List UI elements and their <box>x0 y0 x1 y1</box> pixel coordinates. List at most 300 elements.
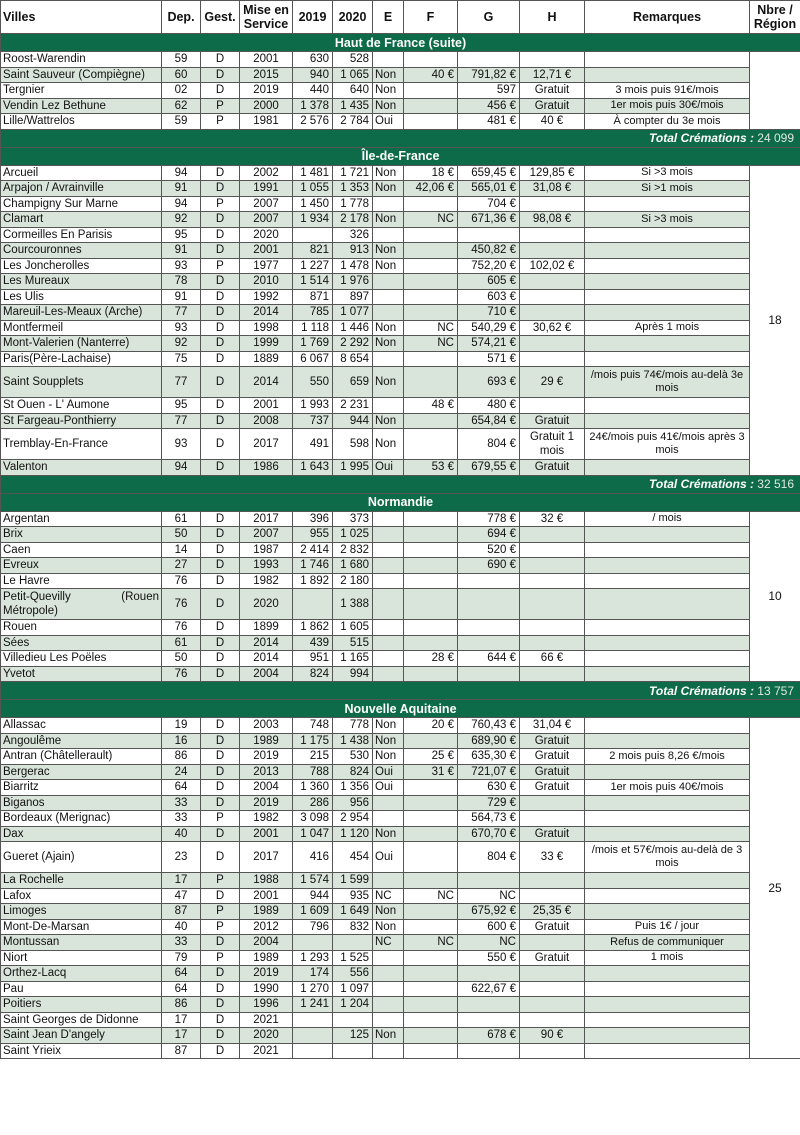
table-cell: 690 € <box>458 558 520 574</box>
table-cell: Gratuit <box>520 780 585 796</box>
table-cell: 710 € <box>458 305 520 321</box>
table-cell <box>520 811 585 827</box>
table-cell: D <box>201 558 240 574</box>
table-cell: D <box>201 460 240 476</box>
table-cell: 75 <box>162 351 201 367</box>
table-cell: /mois et 57€/mois au-delà de 3 mois <box>585 842 750 873</box>
table-row <box>1 888 800 904</box>
table-cell: Oui <box>373 842 404 873</box>
region-total <box>1 682 800 700</box>
table-cell: 1889 <box>240 351 293 367</box>
table-cell <box>293 589 333 620</box>
table-cell: Gratuit <box>520 950 585 966</box>
table-cell: Limoges <box>1 904 162 920</box>
table-cell <box>520 542 585 558</box>
table-cell: Gratuit <box>520 413 585 429</box>
table-cell: Non <box>373 165 404 181</box>
table-row <box>1 258 800 274</box>
table-cell: Si >1 mois <box>585 181 750 197</box>
table-cell: Lille/Wattrelos <box>1 114 162 130</box>
table-row <box>1 1012 800 1028</box>
table-cell: D <box>201 718 240 734</box>
table-cell <box>404 635 458 651</box>
table-cell: Orthez-Lacq <box>1 966 162 982</box>
table-cell: Saint Yrieix <box>1 1043 162 1059</box>
table-cell: 2 292 <box>333 336 373 352</box>
table-cell: Valenton <box>1 460 162 476</box>
table-cell: 2017 <box>240 842 293 873</box>
table-cell <box>585 274 750 290</box>
table-cell: 64 <box>162 780 201 796</box>
table-cell: 78 <box>162 274 201 290</box>
table-row <box>1 718 800 734</box>
table-cell <box>404 573 458 589</box>
table-cell <box>520 935 585 951</box>
table-row <box>1 558 800 574</box>
table-cell <box>585 573 750 589</box>
table-cell: 671,36 € <box>458 212 520 228</box>
table-cell: D <box>201 749 240 765</box>
total-value: 32 516 <box>757 477 794 491</box>
table-cell: 8 654 <box>333 351 373 367</box>
table-cell: 1 388 <box>333 589 373 620</box>
table-cell: 528 <box>333 52 373 68</box>
table-cell <box>585 795 750 811</box>
table-cell: Non <box>373 733 404 749</box>
table-cell: 64 <box>162 966 201 982</box>
table-cell: Non <box>373 429 404 460</box>
table-cell: 1 065 <box>333 67 373 83</box>
table-cell: 1 446 <box>333 320 373 336</box>
table-cell: D <box>201 212 240 228</box>
table-cell: 2 784 <box>333 114 373 130</box>
table-cell: 737 <box>293 413 333 429</box>
table-cell: 2020 <box>240 1028 293 1044</box>
table-cell: 31,04 € <box>520 718 585 734</box>
table-cell: Refus de communiquer <box>585 935 750 951</box>
table-cell: D <box>201 935 240 951</box>
table-cell: 29 € <box>520 367 585 398</box>
table-row <box>1 511 800 527</box>
table-row <box>1 904 800 920</box>
table-cell: 27 <box>162 558 201 574</box>
table-cell <box>585 398 750 414</box>
table-cell: Les Mureaux <box>1 274 162 290</box>
table-cell: 33 <box>162 795 201 811</box>
table-cell: D <box>201 527 240 543</box>
table-cell: 1987 <box>240 542 293 558</box>
table-cell: Dax <box>1 826 162 842</box>
table-row <box>1 398 800 414</box>
col-nbre-region: Nbre / Région <box>750 1 800 34</box>
table-cell: 603 € <box>458 289 520 305</box>
table-row <box>1 935 800 951</box>
table-cell: 93 <box>162 320 201 336</box>
table-row <box>1 842 800 873</box>
table-cell <box>404 950 458 966</box>
table-cell <box>404 367 458 398</box>
table-row <box>1 589 800 620</box>
region-count: 18 <box>750 165 800 475</box>
table-cell <box>585 826 750 842</box>
table-cell: Saint Soupplets <box>1 367 162 398</box>
table-cell: D <box>201 52 240 68</box>
table-cell <box>520 52 585 68</box>
table-cell: 48 € <box>404 398 458 414</box>
total-cell <box>1 475 800 493</box>
table-cell: 47 <box>162 888 201 904</box>
table-cell <box>520 243 585 259</box>
table-cell: Paris(Père-Lachaise) <box>1 351 162 367</box>
table-cell <box>458 1012 520 1028</box>
table-cell: 440 <box>293 83 333 99</box>
table-cell: 2 832 <box>333 542 373 558</box>
table-cell: 396 <box>293 511 333 527</box>
table-cell <box>585 966 750 982</box>
table-cell: Vendin Lez Bethune <box>1 98 162 114</box>
table-cell: 77 <box>162 305 201 321</box>
table-cell: 93 <box>162 258 201 274</box>
table-cell <box>404 558 458 574</box>
table-cell <box>404 83 458 99</box>
table-cell: 678 € <box>458 1028 520 1044</box>
table-cell: D <box>201 589 240 620</box>
table-cell: Saint Georges de Didonne <box>1 1012 162 1028</box>
table-cell <box>585 811 750 827</box>
table-cell: 1er mois puis 40€/mois <box>585 780 750 796</box>
table-cell <box>373 651 404 667</box>
table-cell <box>585 635 750 651</box>
table-row <box>1 826 800 842</box>
table-cell: D <box>201 888 240 904</box>
table-cell: 515 <box>333 635 373 651</box>
table-cell: 59 <box>162 114 201 130</box>
table-cell: D <box>201 733 240 749</box>
table-row <box>1 460 800 476</box>
table-cell: 2017 <box>240 429 293 460</box>
table-cell: 14 <box>162 542 201 558</box>
table-cell: 574,21 € <box>458 336 520 352</box>
table-cell <box>585 651 750 667</box>
table-cell: 2 576 <box>293 114 333 130</box>
col-f: F <box>404 1 458 34</box>
table-cell: 40 <box>162 826 201 842</box>
table-cell <box>520 620 585 636</box>
table-cell: 600 € <box>458 919 520 935</box>
table-cell <box>373 196 404 212</box>
table-cell <box>520 227 585 243</box>
table-row <box>1 243 800 259</box>
table-cell: 77 <box>162 367 201 398</box>
table-cell: Non <box>373 904 404 920</box>
table-cell: D <box>201 780 240 796</box>
table-cell <box>373 997 404 1013</box>
table-cell: 416 <box>293 842 333 873</box>
table-cell: 1 204 <box>333 997 373 1013</box>
table-cell: 2019 <box>240 83 293 99</box>
table-cell <box>404 1043 458 1059</box>
table-cell <box>404 966 458 982</box>
table-cell: Argentan <box>1 511 162 527</box>
region-count <box>750 52 800 130</box>
table-cell: 540,29 € <box>458 320 520 336</box>
table-cell <box>458 635 520 651</box>
table-cell: 630 € <box>458 780 520 796</box>
table-cell: 1 175 <box>293 733 333 749</box>
table-cell: 2010 <box>240 274 293 290</box>
table-cell: NC <box>404 888 458 904</box>
table-header <box>1 1 800 34</box>
table-cell: 1 241 <box>293 997 333 1013</box>
table-cell: Les Ulis <box>1 289 162 305</box>
table-cell: Gratuit <box>520 98 585 114</box>
table-cell: 530 <box>333 749 373 765</box>
table-cell: 670,70 € <box>458 826 520 842</box>
table-cell: 760,43 € <box>458 718 520 734</box>
table-cell <box>293 227 333 243</box>
table-cell: 215 <box>293 749 333 765</box>
table-cell <box>520 558 585 574</box>
table-cell: 1 599 <box>333 873 373 889</box>
table-cell: 804 € <box>458 429 520 460</box>
table-cell: 24 <box>162 764 201 780</box>
table-cell: 520 € <box>458 542 520 558</box>
table-cell <box>404 842 458 873</box>
table-cell <box>585 764 750 780</box>
table-cell: 129,85 € <box>520 165 585 181</box>
table-cell: D <box>201 289 240 305</box>
table-cell: 1989 <box>240 733 293 749</box>
table-cell: P <box>201 950 240 966</box>
table-row <box>1 351 800 367</box>
table-cell: D <box>201 243 240 259</box>
table-cell: Non <box>373 367 404 398</box>
total-label: Total Crémations : <box>649 683 754 698</box>
table-cell <box>373 1043 404 1059</box>
table-cell: 1 478 <box>333 258 373 274</box>
table-cell: 454 <box>333 842 373 873</box>
table-cell <box>404 589 458 620</box>
table-cell: Non <box>373 83 404 99</box>
table-cell: 373 <box>333 511 373 527</box>
table-cell: NC <box>404 336 458 352</box>
table-cell: 1 746 <box>293 558 333 574</box>
table-cell <box>585 718 750 734</box>
table-cell: 729 € <box>458 795 520 811</box>
table-cell <box>404 196 458 212</box>
table-cell: 94 <box>162 196 201 212</box>
table-cell <box>373 811 404 827</box>
table-cell: 1 356 <box>333 780 373 796</box>
table-cell: 33 <box>162 935 201 951</box>
table-cell: 1 047 <box>293 826 333 842</box>
table-cell: Allassac <box>1 718 162 734</box>
table-cell: D <box>201 666 240 682</box>
table-cell: 1 293 <box>293 950 333 966</box>
table-cell: 1 120 <box>333 826 373 842</box>
col-h: H <box>520 1 585 34</box>
table-cell: 1982 <box>240 573 293 589</box>
table-cell <box>520 888 585 904</box>
table-cell: 93 <box>162 429 201 460</box>
table-cell: 2014 <box>240 635 293 651</box>
table-row <box>1 98 800 114</box>
table-cell: 90 € <box>520 1028 585 1044</box>
table-cell <box>585 243 750 259</box>
table-cell: Non <box>373 1028 404 1044</box>
table-cell: 2007 <box>240 527 293 543</box>
table-cell <box>585 460 750 476</box>
table-cell <box>404 52 458 68</box>
region-title: Normandie <box>1 493 800 511</box>
table-cell: 2017 <box>240 511 293 527</box>
region-title: Nouvelle Aquitaine <box>1 700 800 718</box>
table-cell <box>293 1012 333 1028</box>
table-cell: 42,06 € <box>404 181 458 197</box>
table-cell: Gratuit <box>520 826 585 842</box>
table-cell <box>373 52 404 68</box>
table-cell: 1er mois puis 30€/mois <box>585 98 750 114</box>
table-cell: Gratuit <box>520 460 585 476</box>
table-row <box>1 1028 800 1044</box>
table-cell <box>404 780 458 796</box>
table-cell: Montussan <box>1 935 162 951</box>
region-count: 25 <box>750 718 800 1059</box>
total-label: Total Crémations : <box>649 131 754 145</box>
table-cell <box>585 873 750 889</box>
table-cell: 2 414 <box>293 542 333 558</box>
table-row <box>1 919 800 935</box>
table-cell: 3 098 <box>293 811 333 827</box>
table-row <box>1 733 800 749</box>
table-cell <box>404 620 458 636</box>
table-cell: 53 € <box>404 460 458 476</box>
table-cell: D <box>201 227 240 243</box>
table-cell: 1992 <box>240 289 293 305</box>
table-cell: Oui <box>373 780 404 796</box>
table-cell <box>520 873 585 889</box>
table-cell: 550 <box>293 367 333 398</box>
table-body <box>1 34 800 1059</box>
table-cell <box>520 336 585 352</box>
total-value: 13 757 <box>757 683 794 698</box>
table-cell <box>373 666 404 682</box>
table-cell: Rouen <box>1 620 162 636</box>
table-cell <box>520 666 585 682</box>
table-cell: 450,82 € <box>458 243 520 259</box>
table-cell: 689,90 € <box>458 733 520 749</box>
table-cell: D <box>201 511 240 527</box>
table-row <box>1 165 800 181</box>
table-cell: 1 976 <box>333 274 373 290</box>
table-cell: D <box>201 826 240 842</box>
table-cell: Lafox <box>1 888 162 904</box>
table-cell: 76 <box>162 573 201 589</box>
table-cell <box>404 981 458 997</box>
table-cell <box>458 227 520 243</box>
table-cell: Bordeaux (Merignac) <box>1 811 162 827</box>
table-cell <box>404 997 458 1013</box>
table-cell: Les Joncherolles <box>1 258 162 274</box>
table-cell: D <box>201 651 240 667</box>
table-cell <box>585 997 750 1013</box>
col-remarques: Remarques <box>585 1 750 34</box>
table-cell: 821 <box>293 243 333 259</box>
table-cell: 654,84 € <box>458 413 520 429</box>
table-row <box>1 981 800 997</box>
table-cell <box>458 620 520 636</box>
table-cell: Petit-Quevilly (Rouen Métropole) <box>1 589 162 620</box>
table-cell <box>520 589 585 620</box>
table-cell: 480 € <box>458 398 520 414</box>
table-cell: 640 <box>333 83 373 99</box>
table-cell: 659 <box>333 367 373 398</box>
table-cell: 2014 <box>240 305 293 321</box>
table-cell: 644 € <box>458 651 520 667</box>
table-cell: Non <box>373 258 404 274</box>
table-cell: 1 680 <box>333 558 373 574</box>
table-cell: 951 <box>293 651 333 667</box>
table-cell <box>373 558 404 574</box>
table-cell: NC <box>404 212 458 228</box>
table-row <box>1 795 800 811</box>
table-cell: P <box>201 873 240 889</box>
table-cell <box>373 795 404 811</box>
table-cell: 2008 <box>240 413 293 429</box>
table-cell: /mois puis 74€/mois au-delà 3e mois <box>585 367 750 398</box>
total-label: Total Crémations : <box>649 477 754 491</box>
table-cell: 76 <box>162 589 201 620</box>
table-cell: 86 <box>162 749 201 765</box>
table-cell: 1 993 <box>293 398 333 414</box>
table-cell <box>585 558 750 574</box>
table-cell: 64 <box>162 981 201 997</box>
table-cell: 40 € <box>404 67 458 83</box>
table-cell: 550 € <box>458 950 520 966</box>
table-cell: NC <box>373 935 404 951</box>
table-cell: 1 118 <box>293 320 333 336</box>
table-row <box>1 83 800 99</box>
table-cell: Mont-De-Marsan <box>1 919 162 935</box>
table-cell <box>458 1043 520 1059</box>
table-cell: 91 <box>162 243 201 259</box>
table-cell: 1 934 <box>293 212 333 228</box>
table-cell: Sées <box>1 635 162 651</box>
table-cell <box>333 935 373 951</box>
table-cell: 2014 <box>240 651 293 667</box>
table-cell: D <box>201 429 240 460</box>
table-cell: 564,73 € <box>458 811 520 827</box>
table-cell: 16 <box>162 733 201 749</box>
table-cell: 33 € <box>520 842 585 873</box>
table-cell <box>520 1012 585 1028</box>
table-cell: Gueret (Ajain) <box>1 842 162 873</box>
table-cell: 79 <box>162 950 201 966</box>
table-cell: 2 231 <box>333 398 373 414</box>
table-cell: 994 <box>333 666 373 682</box>
table-cell: D <box>201 1028 240 1044</box>
table-cell: 28 € <box>404 651 458 667</box>
table-cell <box>458 573 520 589</box>
table-cell: Non <box>373 826 404 842</box>
table-cell: 2013 <box>240 764 293 780</box>
table-cell: Non <box>373 67 404 83</box>
table-cell: 12,71 € <box>520 67 585 83</box>
table-cell: 1 892 <box>293 573 333 589</box>
table-cell: D <box>201 336 240 352</box>
table-cell: Gratuit <box>520 83 585 99</box>
table-cell: Antran (Châtellerault) <box>1 749 162 765</box>
